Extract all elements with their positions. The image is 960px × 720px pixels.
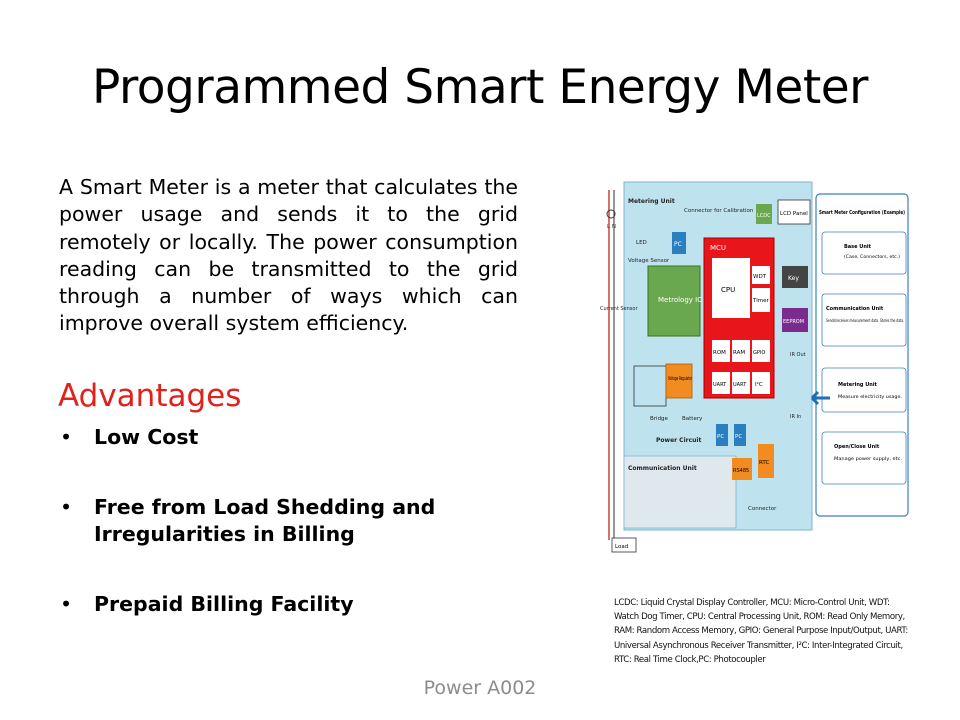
i2c-label: I²C xyxy=(755,382,763,388)
connector-label: Connector xyxy=(748,506,777,512)
pc-label: PC xyxy=(674,241,682,248)
ir-in-label: IR In xyxy=(790,414,802,420)
bridge-label: Bridge xyxy=(650,416,668,422)
list-item xyxy=(58,494,498,548)
pc-label-1: PC xyxy=(717,434,725,440)
comm-unit-label: Communication Unit xyxy=(628,465,697,472)
gpio-label: GPIO xyxy=(753,350,766,356)
bullet-icon: • xyxy=(60,495,73,519)
eeprom-label: EEPROM xyxy=(783,319,805,325)
metrology-label: Metrology IC xyxy=(658,296,703,304)
uart-label-2: UART xyxy=(733,382,747,388)
list-item xyxy=(58,424,498,451)
config-metering-unit xyxy=(822,368,906,412)
ln-label: L N xyxy=(607,224,616,230)
metering-unit-label: Metering Unit xyxy=(628,198,675,205)
cfg-desc-0: (Case, Connectors, etc.) xyxy=(844,255,899,260)
advantages-heading: Advantages xyxy=(58,378,242,414)
rtc-label: RTC xyxy=(759,460,770,466)
vreg-label: Voltage Regulator xyxy=(668,376,693,382)
lcd-panel-label: LCD Panel xyxy=(780,211,808,217)
bullet-icon: • xyxy=(60,592,73,616)
timer-label: Timer xyxy=(753,298,769,304)
led-label: LED xyxy=(636,240,647,246)
mcu-label: MCU xyxy=(710,244,727,252)
bullet-icon: • xyxy=(60,425,73,449)
ir-out-label: IR Out xyxy=(790,352,806,358)
cfg-name-0: Base Unit xyxy=(844,244,872,250)
list-item xyxy=(58,591,498,618)
list-item-text: Prepaid Billing Facility xyxy=(94,592,354,616)
key-label: Key xyxy=(788,275,799,282)
cfg-desc-3: Manage power supply, etc. xyxy=(834,457,895,462)
config-title: Smart Meter Configuration (Example) xyxy=(819,210,905,216)
cfg-name-2: Metering Unit xyxy=(838,382,877,388)
current-sensor-label: Current Sensor xyxy=(600,306,638,312)
wdt-label: WDT xyxy=(753,274,767,280)
ram-label: RAM xyxy=(733,350,746,356)
power-circuit-label: Power Circuit xyxy=(656,437,702,444)
description-paragraph: A Smart Meter is a meter that calculates the power usage and sends it to the grid remotely or locally. The power consumption reading can be transmitted to the grid through a number of ways which can improve overall system efficiency. xyxy=(59,175,518,336)
list-item-text: Low Cost xyxy=(94,425,199,449)
config-base-unit xyxy=(822,232,906,274)
diagram-legend: LCDC: Liquid Crystal Display Controller, MCU: Micro-Control Unit, WDT: Watch Dog Timer, CPU: Central Processing Unit, ROM: Read Only Memory, RAM: Random Access Memory, GPIO: General Purpose Input/Output, UART: Universal Asynchronous Receiver Transmitter, I²C: Inter-Integrated Circuit, RTC: Real Time Clock,PC: Photocoupler xyxy=(614,598,908,665)
lcdc-label: LCDC xyxy=(757,213,771,219)
rom-label: ROM xyxy=(713,350,726,356)
load-label: Load xyxy=(615,544,629,550)
rs485-label: RS485 xyxy=(733,468,750,474)
cpu-label: CPU xyxy=(721,286,736,294)
battery-label: Battery xyxy=(682,416,703,422)
advantages-list xyxy=(58,424,498,618)
slide-footer: Power A002 xyxy=(423,677,537,699)
connector-cal-label: Connector for Calibration xyxy=(684,208,754,214)
cfg-desc-2: Measure electricity usage. xyxy=(838,395,898,400)
cfg-name-3: Open/Close Unit xyxy=(834,444,880,450)
cfg-name-1: Communication Unit xyxy=(826,306,884,312)
list-item-text: Free from Load Shedding and Irregularities in Billing xyxy=(94,495,436,546)
slide-title: Programmed Smart Energy Meter xyxy=(91,60,868,115)
cfg-desc-1: Sends/receives measurement data. Stores the data. xyxy=(826,319,944,324)
pc-label-2: PC xyxy=(735,434,743,440)
uart-label-1: UART xyxy=(713,382,727,388)
voltage-sensor-label: Voltage Sensor xyxy=(628,258,670,264)
smart-meter-diagram xyxy=(598,170,944,560)
